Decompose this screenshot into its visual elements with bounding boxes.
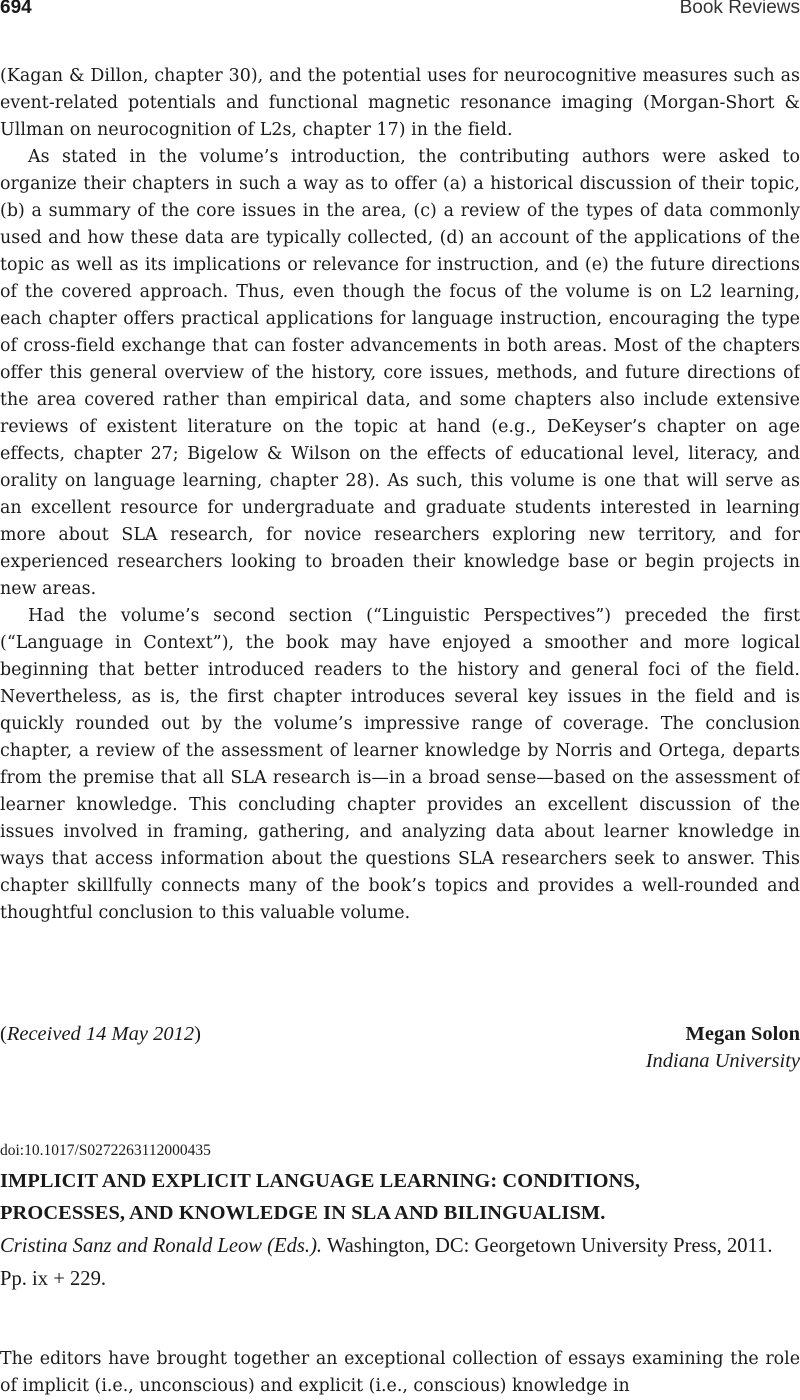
book-title-line: PROCESSES, AND KNOWLEDGE IN SLA AND BILINGUALISM. (0, 1202, 606, 1224)
paragraph-evaluation: Had the volume’s second section (“Linguistic Perspectives”) preceded the first (“Language in Context”), the book may have enjoyed a smoother and more logical beginning that better introduced readers to the history and general foci of the field. Nevertheless, as is, the first chapter introduces several key issues in the field and is quickly rounded out by the volume’s impressive range of coverage. The conclusion chapter, a review of the assessment of learner knowledge by Norris and Ortega, departs from the premise that all SLA research is—in a broad sense—based on the assessment of learner knowledge. This concluding chapter provides an excellent discussion of the issues involved in framing, gathering, and analyzing data about learner knowledge in ways that access information about the questions SLA researchers seek to answer. This chapter skillfully connects many of the book’s topics and provides a well-rounded and thoughtful conclusion to this valuable volume. (0, 606, 800, 923)
book-citation (0, 1230, 800, 1296)
received-date: (Received 14 May 2012) (0, 1023, 201, 1045)
book-title (0, 1165, 800, 1229)
doi: doi:10.1017/S0272263112000435 (0, 1142, 211, 1159)
book-publisher: Washington, DC: Georgetown University Press, 2011. Pp. ix + 229. (0, 1235, 773, 1290)
book-editors: Cristina Sanz and Ronald Leow (Eds.). (0, 1235, 323, 1257)
book-title-line: IMPLICIT AND EXPLICIT LANGUAGE LEARNING: CONDITIONS, (0, 1170, 641, 1192)
next-review-opening: The editors have brought together an exceptional collection of essays examining the role of implicit (i.e., unconscious) and explicit (i.e., conscious) knowledge in (0, 1349, 800, 1396)
next-review-body (0, 1346, 800, 1400)
reviewer-name: Megan Solon (685, 1023, 800, 1045)
paragraph-chapter-structure: As stated in the volume’s introduction, the contributing authors were asked to organize their chapters in such a way as to offer (a) a historical discussion of their topic, (b) a summary of the core issues in the area, (c) a review of the types of data commonly used and how these data are typically collected, (d) an account of the applications of the topic as well as its implications or relevance for instruction, and (e) the future directions of the covered approach. Thus, even though the focus of the volume is on L2 learning, each chapter offers practical applications for language instruction, encouraging the type of cross-field exchange that can foster advancements in both areas. Most of the chapters offer this general overview of the history, core issues, methods, and future directions of the area covered rather than empirical data, and some chapters also include extensive reviews of existent literature on the topic at hand (e.g., DeKeyser’s chapter on age effects, chapter 27; Bigelow & Wilson on the effects of educational level, literacy, and orality on language learning, chapter 28). As such, this volume is one that will serve as an excellent resource for undergraduate and graduate students interested in learning more about SLA research, for novice researchers exploring new territory, and for experienced researchers looking to broaden their knowledge base or begin projects in new areas. (0, 147, 800, 599)
signature-line (0, 1021, 800, 1048)
reviewer-affiliation: Indiana University (645, 1050, 800, 1072)
page-header (0, 0, 800, 20)
page-number: 694 (0, 0, 32, 18)
review-body (0, 63, 800, 927)
paragraph-continuation: (Kagan & Dillon, chapter 30), and the potential uses for neurocognitive measures such as event-related potentials and functional magnetic resonance imaging (Morgan-Short & Ullman on neurocognition of L2s, chapter 17) in the field. (0, 66, 800, 140)
running-head: Book Reviews (679, 0, 800, 18)
affiliation-line (0, 1048, 800, 1075)
